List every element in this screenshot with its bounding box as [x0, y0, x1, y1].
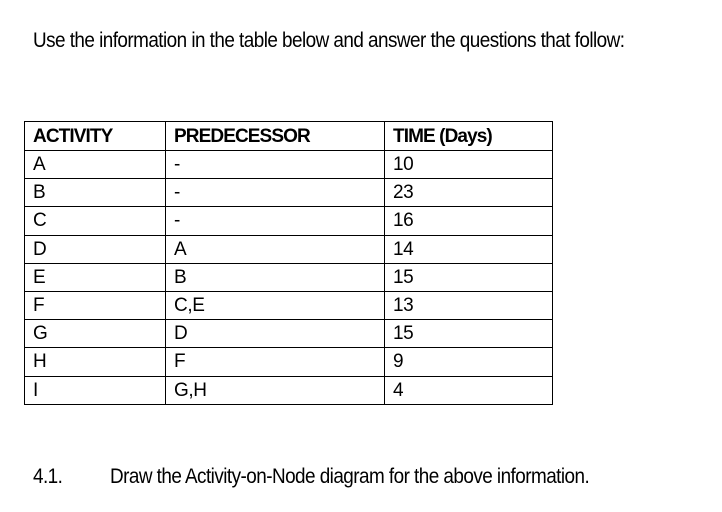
table-row	[25, 207, 553, 235]
cell-activity: A	[25, 151, 166, 179]
cell-activity: G	[25, 320, 166, 348]
cell-time: 10	[385, 151, 553, 179]
cell-predecessor: G,H	[166, 376, 385, 404]
cell-activity: C	[25, 207, 166, 235]
cell-activity: F	[25, 291, 166, 319]
cell-predecessor: B	[166, 263, 385, 291]
cell-time: 23	[385, 179, 553, 207]
table-row	[25, 291, 553, 319]
cell-time: 16	[385, 207, 553, 235]
cell-activity: B	[25, 179, 166, 207]
cell-time: 15	[385, 320, 553, 348]
table-row	[25, 151, 553, 179]
header-time: TIME (Days)	[385, 122, 553, 151]
table-header-row	[25, 122, 553, 151]
table-row	[25, 263, 553, 291]
table-row	[25, 376, 553, 404]
cell-time: 15	[385, 263, 553, 291]
cell-predecessor: -	[166, 151, 385, 179]
activity-table	[24, 121, 553, 405]
cell-activity: H	[25, 348, 166, 376]
cell-time: 14	[385, 235, 553, 263]
cell-activity: E	[25, 263, 166, 291]
cell-time: 13	[385, 291, 553, 319]
cell-activity: I	[25, 376, 166, 404]
cell-predecessor: D	[166, 320, 385, 348]
question-text: Draw the Activity-on-Node diagram for the above information.	[110, 465, 590, 488]
cell-predecessor: -	[166, 179, 385, 207]
cell-time: 4	[385, 376, 553, 404]
header-predecessor: PREDECESSOR	[166, 122, 385, 151]
table-row	[25, 235, 553, 263]
intro-text: Use the information in the table below and answer the questions that follow:	[33, 29, 625, 52]
cell-activity: D	[25, 235, 166, 263]
table-row	[25, 348, 553, 376]
cell-predecessor: C,E	[166, 291, 385, 319]
cell-predecessor: -	[166, 207, 385, 235]
question-number: 4.1.	[33, 465, 63, 488]
cell-time: 9	[385, 348, 553, 376]
cell-predecessor: A	[166, 235, 385, 263]
cell-predecessor: F	[166, 348, 385, 376]
table-row	[25, 320, 553, 348]
table-row	[25, 179, 553, 207]
header-activity: ACTIVITY	[25, 122, 166, 151]
